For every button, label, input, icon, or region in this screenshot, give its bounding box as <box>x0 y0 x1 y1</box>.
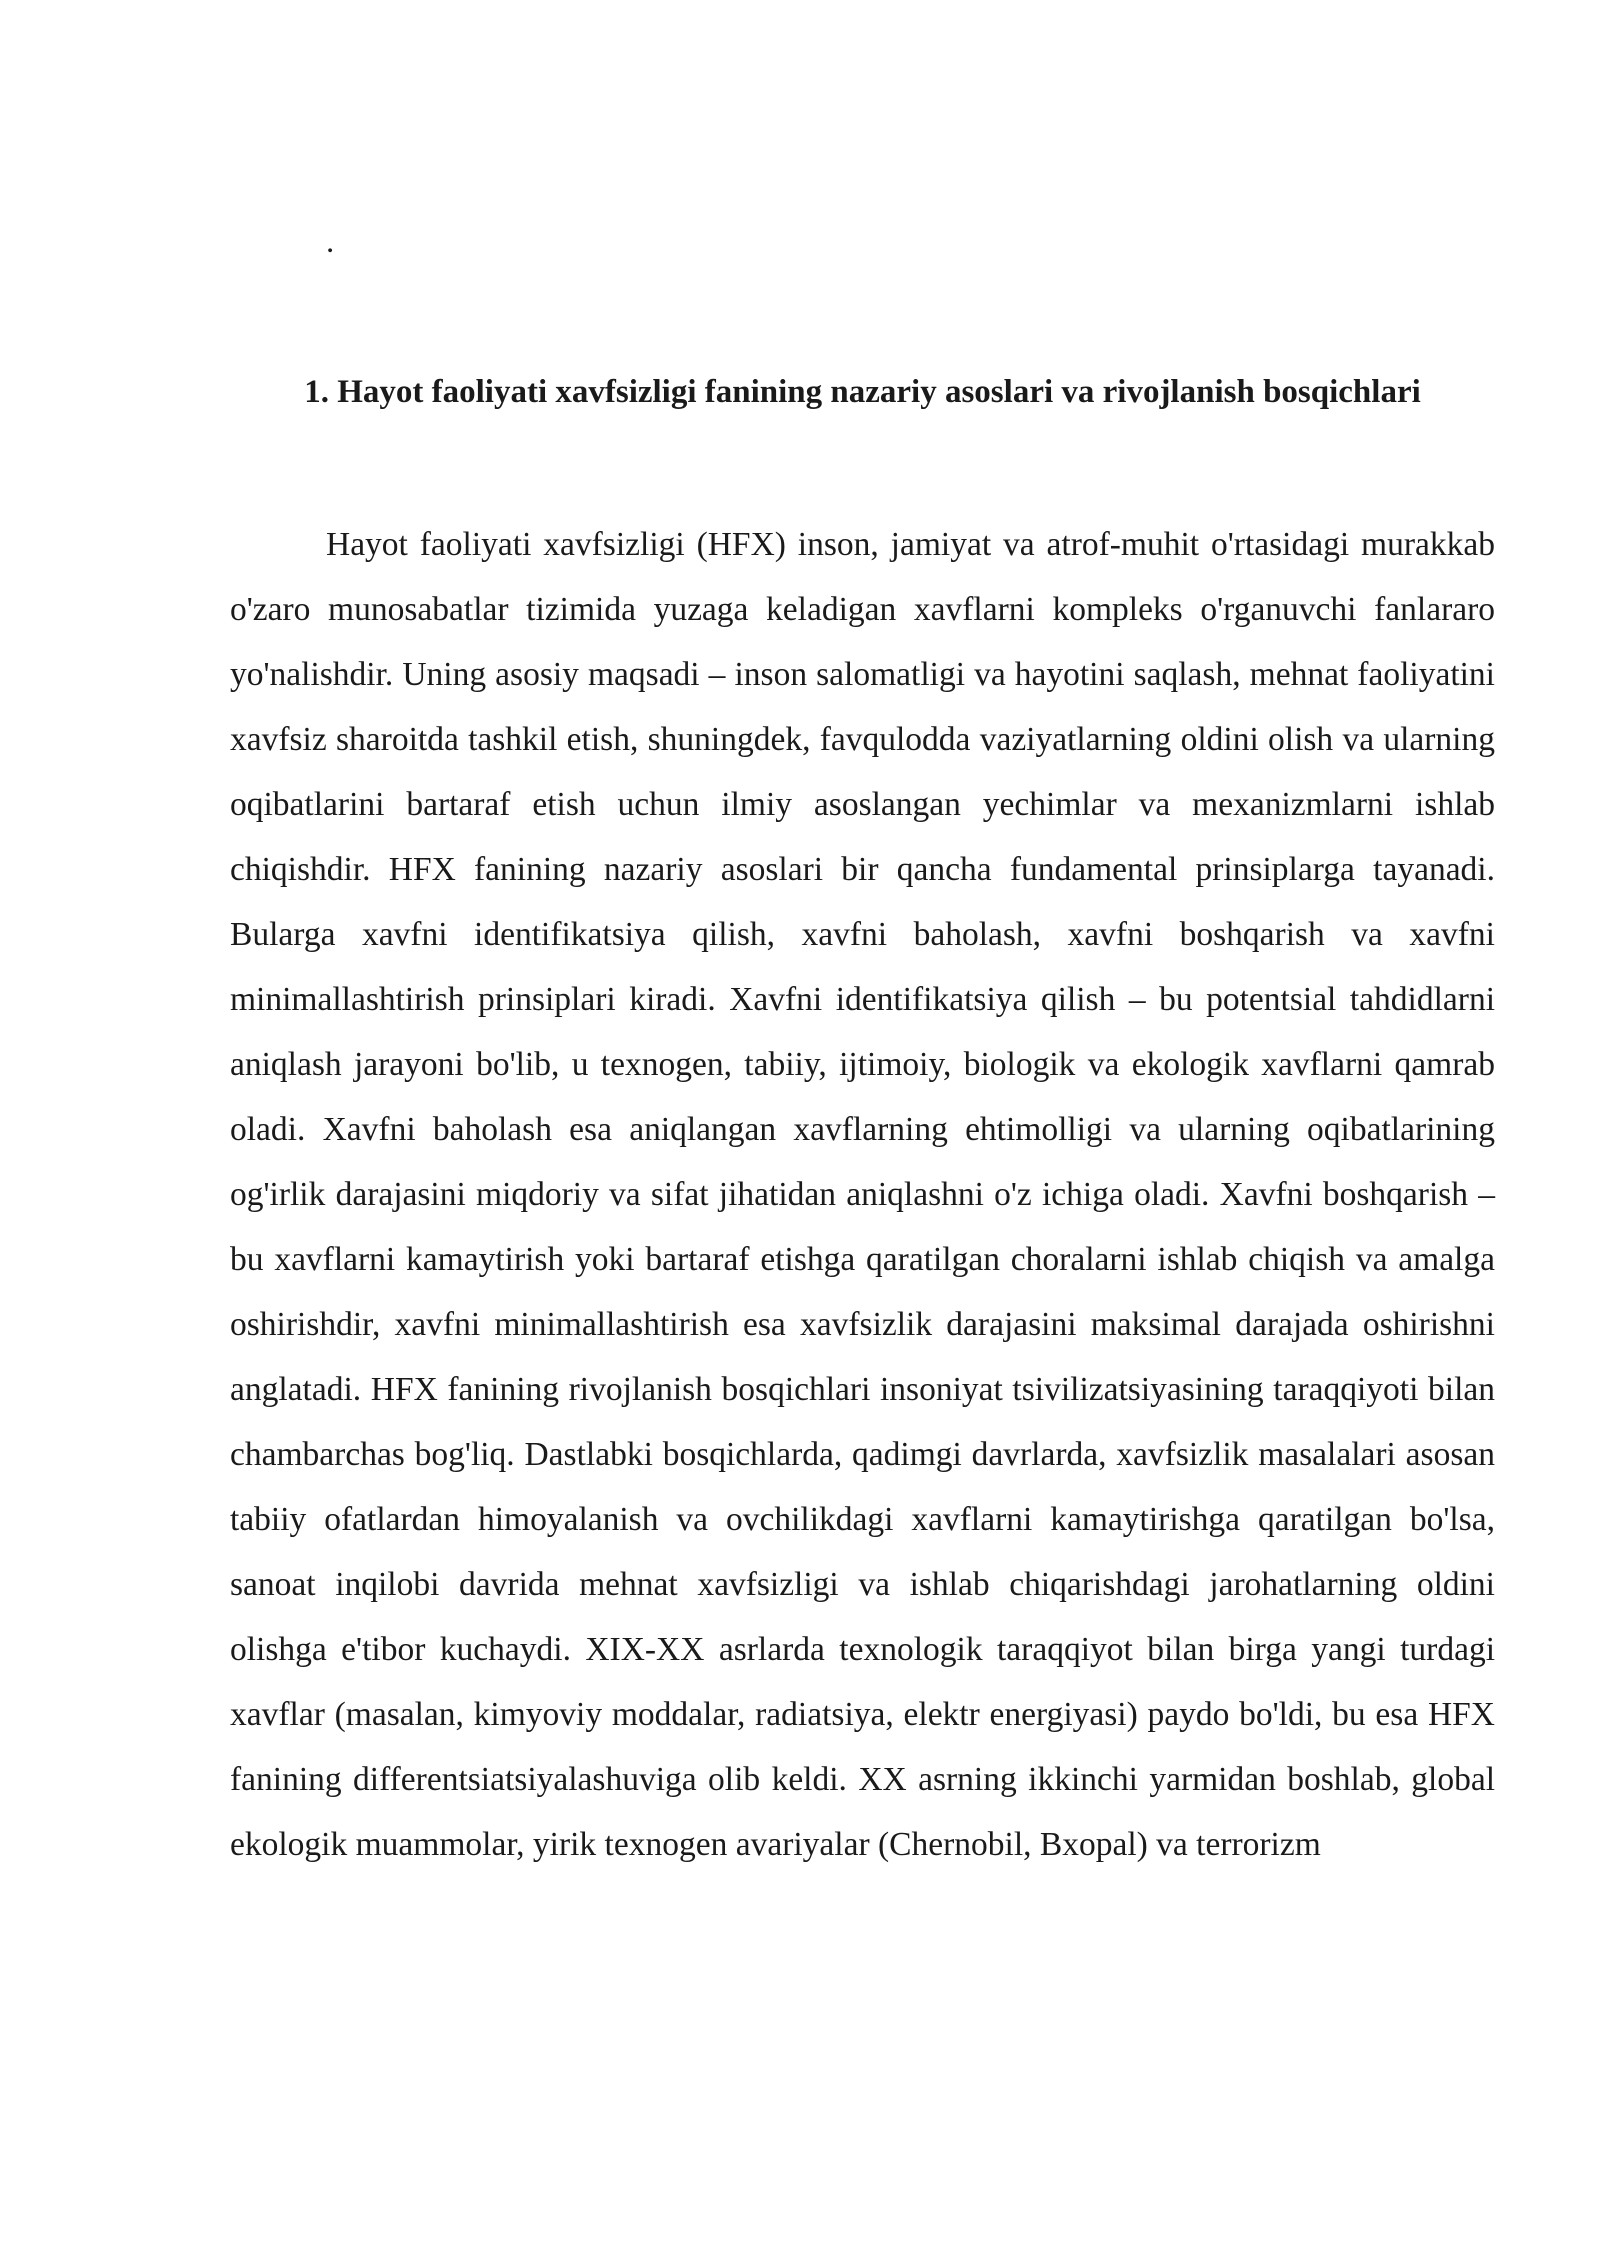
section-heading: 1. Hayot faoliyati xavfsizligi fanining nazariy asoslari va rivojlanish bosqichlari <box>304 374 1421 410</box>
body-paragraph: Hayot faoliyati xavfsizligi (HFX) inson, jamiyat va atrof-muhit o'rtasidagi murakkab o'zaro munosabatlar tizimida yuzaga keladigan xavflarni kompleks o'rganuvchi fanlararo yo'nalishdir. Uning asosiy maqsadi – inson salomatligi va hayotini saqlash, mehnat faoliyatini xavfsiz sharoitda tashkil etish, shuningdek, favqulodda vaziyatlarning oldini olish va ularning oqibatlarini bartaraf etish uchun ilmiy asoslangan yechimlar va mexanizmlarni ishlab chiqishdir. HFX fanining nazariy asoslari bir qancha fundamental prinsiplarga tayanadi. Bularga xavfni identifikatsiya qilish, xavfni baholash, xavfni boshqarish va xavfni minimallashtirish prinsiplari kiradi. Xavfni identifikatsiya qilish – bu potentsial tahdidlarni aniqlash jarayoni bo'lib, u texnogen, tabiiy, ijtimoiy, biologik va ekologik xavflarni qamrab oladi. Xavfni baholash esa aniqlangan xavflarning ehtimolligi va ularning oqibatlarining og'irlik darajasini miqdoriy va sifat jihatidan aniqlashni o'z ichiga oladi. Xavfni boshqarish – bu xavflarni kamaytirish yoki bartaraf etishga qaratilgan choralarni ishlab chiqish va amalga oshirishdir, xavfni minimallashtirish esa xavfsizlik darajasini maksimal darajada oshirishni anglatadi. HFX fanining rivojlanish bosqichlari insoniyat tsivilizatsiyasining taraqqiyoti bilan chambarchas bog'liq. Dastlabki bosqichlarda, qadimgi davrlarda, xavfsizlik masalalari asosan tabiiy ofatlardan himoyalanish va ovchilikdagi xavflarni kamaytirishga qaratilgan bo'lsa, sanoat inqilobi davrida mehnat xavfsizligi va ishlab chiqarishdagi jarohatlarning oldini olishga e'tibor kuchaydi. XIX-XX asrlarda texnologik taraqqiyot bilan birga yangi turdagi xavflar (masalan, kimyoviy moddalar, radiatsiya, elektr energiyasi) paydo bo'ldi, bu esa HFX fanining differentsiatsiyalashuviga olib keldi. XX asrning ikkinchi yarmidan boshlab, global ekologik muammolar, yirik texnogen avariyalar (Chernobil, Bxopal) va terrorizm <box>230 526 1495 1863</box>
page-marker: . <box>326 224 335 260</box>
